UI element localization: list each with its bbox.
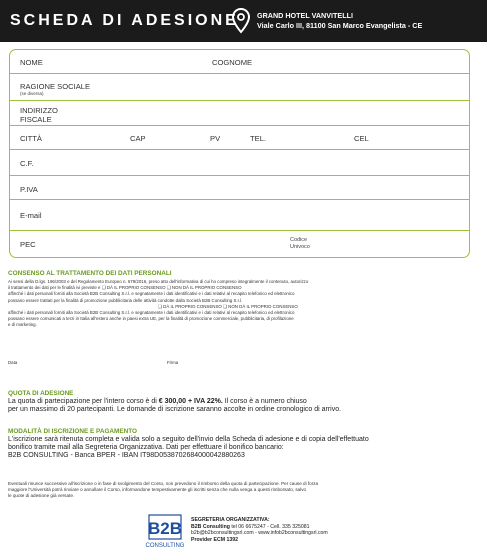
row-piva[interactable] — [10, 176, 469, 200]
email-label: E-mail — [20, 211, 42, 220]
univoco-label: Univoco — [290, 243, 310, 250]
consent-line: affinché i dati personali forniti alla Società B2B Consulting S.r.l. e segnatamente i dati identificativi e i dati relativi al recapito telefonico ed elettronico — [8, 291, 295, 297]
consent-heading: CONSENSO AL TRATTAMENTO DEI DATI PERSONALI — [8, 270, 172, 277]
row-indirizzo[interactable] — [10, 101, 469, 126]
secretariat-contacts: b2b@b2bconsultingsrl.com - www.infob2bconsultingsrl.com — [191, 530, 328, 536]
row-ragione-sociale[interactable] — [10, 74, 469, 101]
quota-line: per un massimo di 20 partecipanti. Le domande di iscrizione saranno accolte in ordine cronologico di arrivo. — [8, 406, 342, 413]
cap-label: CAP — [130, 134, 146, 143]
consent-line: affinché i dati personali forniti alla Società B2B Consulting S.r.l. e segnatamente i dati identificativi e i dati relativi al recapito telefonico ed elettronico — [8, 310, 295, 316]
header-bar — [0, 0, 487, 42]
modalita-text — [8, 436, 369, 460]
company-name: B2B Consulting — [191, 523, 230, 530]
tel-label: TEL. — [250, 134, 267, 143]
codice-label: Codice — [290, 237, 308, 243]
modalita-line: L'iscrizione sarà ritenuta completa e valida solo a seguito dell'invio della Scheda di adesione e di copia dell'effettuato — [8, 436, 369, 443]
venue-name: GRAND HOTEL VANVITELLI — [257, 11, 353, 20]
quota-price: € 300,00 + IVA 22%. — [158, 398, 223, 405]
consent-line: Ai sensi della D.lgs. 196/2003 e del Regolamento Europeo n. 679/2016, preso atto dell'informativa di cui ho compreso integralmente il contenuto, autorizzo — [8, 279, 309, 284]
piva-label: P.IVA — [20, 185, 38, 194]
consent-line: ❑ DÀ IL PROPRIO CONSENSO ❑ NON DÀ IL PROPRIO CONSENSO — [158, 303, 298, 309]
ragione-sociale-note: (se diversa) — [20, 91, 44, 96]
modalita-heading: MODALITÀ DI ISCRIZIONE E PAGAMENTO — [8, 428, 137, 435]
quota-heading: QUOTA DI ADESIONE — [8, 390, 74, 397]
row-nome[interactable] — [10, 50, 469, 74]
nome-label: NOME — [20, 58, 43, 67]
firma-label: Firma — [167, 360, 179, 365]
cognome-label: COGNOME — [212, 58, 253, 67]
refund-note — [8, 481, 318, 499]
ragione-sociale-label: RAGIONE SOCIALE — [20, 82, 91, 91]
page-title: SCHEDA DI ADESIONE — [10, 12, 239, 29]
quota-text — [8, 398, 341, 414]
logo-text: B2B — [147, 519, 183, 538]
indirizzo-label: INDIRIZZO — [20, 106, 58, 115]
cel-label: CEL — [354, 134, 369, 143]
data-label: Data — [8, 360, 18, 365]
note-line: le quote di adesione già versate. — [8, 493, 75, 498]
consent-line: possano essere trattati per la finalità di promozione pubblicitaria delle attività condotte dalla Società B2B Consulting S.r.l. — [8, 297, 243, 303]
secretariat-heading: SEGRETERIA ORGANIZZATIVA: — [191, 517, 270, 523]
quota-line-post: Il corso è a numero chiuso — [222, 398, 307, 405]
modalita-line: B2B CONSULTING - Banca BPER - IBAN IT98D0538702684000042880263 — [8, 452, 245, 459]
pec-label: PEC — [20, 240, 36, 249]
note-line: maggiore l'Università potrà rinviare o annullare il Corso, informandone tempestivamente gli iscritti senza che nulla venga a questi rimborsato, salvo — [8, 487, 307, 492]
b2b-logo — [143, 514, 187, 550]
note-line: Eventuali rinunce successive all'iscrizione o in fase di svolgimento del Corso, non prevedono il rimborso della quota di partecipazione. Per cause di forza — [8, 481, 319, 486]
provider-label: Provider ECM 1392 — [191, 536, 238, 543]
registration-form — [9, 49, 470, 258]
row-pec[interactable] — [10, 231, 469, 258]
consent-text — [8, 279, 308, 329]
location-pin-icon — [231, 8, 251, 34]
citta-label: CITTÀ — [20, 134, 42, 143]
pv-label: PV — [210, 134, 221, 143]
codice-univoco-label — [290, 237, 310, 250]
quota-line — [8, 398, 341, 406]
phone-numbers: tel 06 6675247 - Cell. 335 325081 — [229, 523, 310, 530]
venue-address: Viale Carlo III, 81100 San Marco Evangelista - CE — [257, 21, 423, 30]
fiscale-label: FISCALE — [20, 115, 52, 124]
secretariat-info — [191, 517, 328, 543]
row-citta[interactable] — [10, 126, 469, 150]
venue-info — [257, 11, 422, 31]
consent-line: possano essere comunicati a terzi in Italia all'estero anche in paesi extra UE, per la finalità di promozione commerciale, pubblicitaria, di profilazione — [8, 316, 294, 322]
modalita-line: bonifico tramite mail alla Segreteria Organizzativa. Dati per effettuare il bonifico bancario: — [8, 444, 284, 451]
cf-label: C.F. — [20, 159, 34, 168]
quota-line-pre: La quota di partecipazione per l'intero corso è di — [8, 398, 159, 405]
row-cf[interactable] — [10, 150, 469, 176]
row-email[interactable] — [10, 200, 469, 231]
consent-line: il trattamento dei dati per le finalità ivi previste e ❑ DÀ IL PROPRIO CONSENSO ❑ NON DÀ IL PROPRIO CONSENSO — [8, 285, 242, 291]
consent-line: e di marketing. — [8, 322, 37, 328]
logo-sub: CONSULTING — [145, 543, 185, 549]
